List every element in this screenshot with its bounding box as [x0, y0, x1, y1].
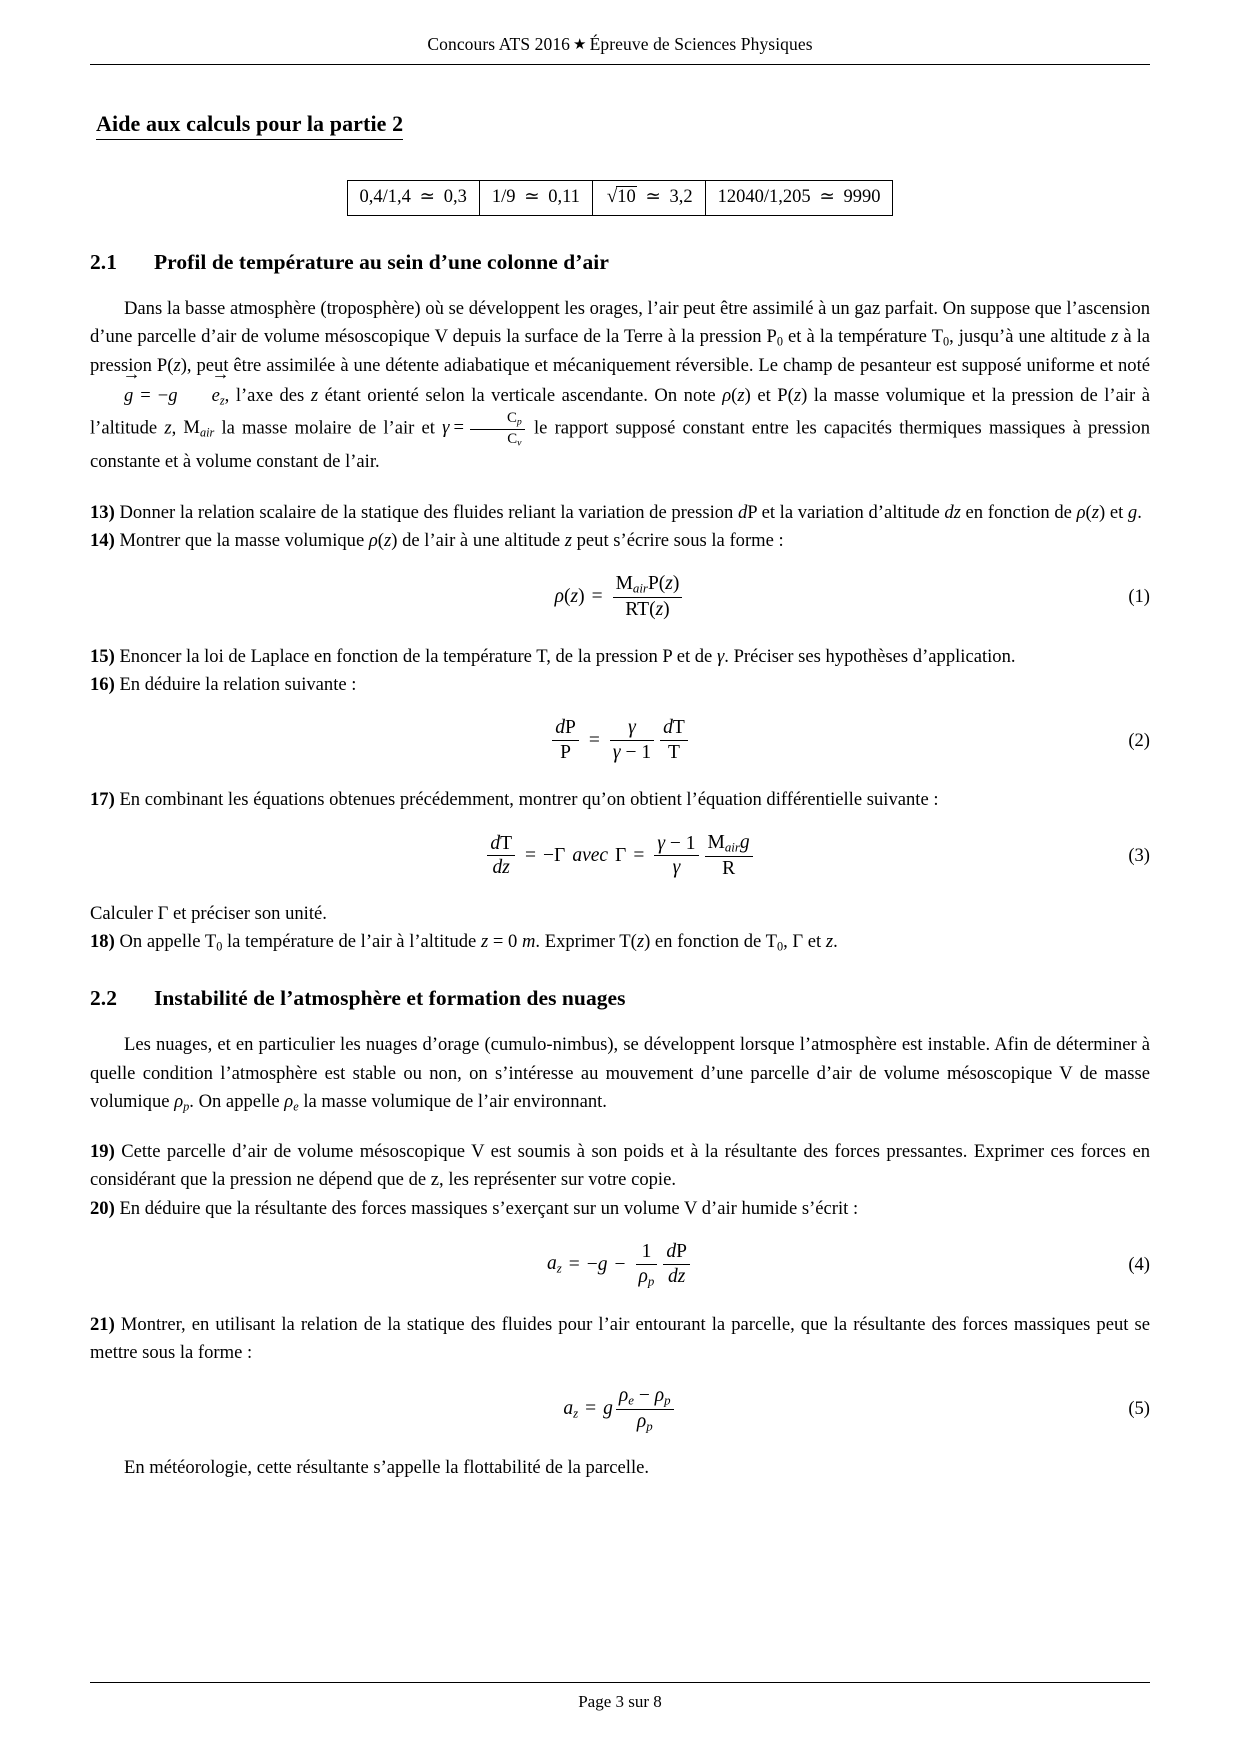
rho-e-subscript: e: [628, 1393, 635, 1408]
aide-cell-1-expr: 0,4/1,4: [359, 187, 411, 207]
header-rule: [90, 64, 1150, 65]
symbol-T: T: [637, 598, 650, 620]
equation-1-lhs: ρ(z): [554, 585, 585, 607]
var-z: z: [825, 931, 834, 953]
fraction-numerator: $M_{air}P(z)$: [615, 573, 680, 596]
var-z: z: [310, 384, 319, 406]
fraction-numerator: [654, 833, 698, 856]
symbol-C: C: [507, 430, 518, 447]
rho-e: [284, 1091, 298, 1112]
symbol-gamma: γ: [672, 857, 681, 879]
symbol-C: C: [506, 410, 517, 426]
var-g: g: [1127, 501, 1138, 523]
equals-sign: =: [591, 585, 603, 607]
fraction-numerator: [705, 832, 753, 856]
number-one: 1: [685, 832, 696, 854]
symbol-M: M: [183, 417, 200, 439]
fraction-numerator: [487, 833, 515, 856]
question-14-text-b: de l’air à une altitude: [397, 529, 565, 551]
symbol-R: R: [625, 598, 638, 620]
section-22-intro: [90, 1031, 1150, 1116]
var-z: z: [655, 598, 664, 620]
minus-sign: −: [614, 1253, 626, 1275]
rho-of-z: ρ(z): [1076, 501, 1106, 523]
question-21-number: 21): [90, 1313, 115, 1335]
equation-3: [90, 832, 1150, 880]
question-21: [90, 1311, 1150, 1368]
intro-text-h: la masse volumique et la pression de l’air à l’altitude: [90, 384, 1151, 439]
symbol-rho: ρ: [368, 529, 378, 551]
running-head-left: Concours ATS 2016: [427, 34, 571, 54]
equation-5-row: [90, 1385, 1150, 1434]
var-g: g: [603, 1398, 613, 1420]
symbol-gamma: γ: [628, 717, 636, 739]
fraction-numerator: [616, 1385, 674, 1409]
approx-sign: ≃: [524, 187, 540, 207]
intro-text-i: la masse molaire de l’air et: [214, 417, 443, 439]
symbol-P: P: [560, 742, 571, 764]
minus-sign: −: [638, 1385, 650, 1407]
star-icon: ★: [573, 37, 587, 53]
gamma-definition: [442, 410, 527, 449]
question-16: [90, 671, 1150, 699]
symbol-gamma: γ: [612, 742, 621, 764]
symbol-d: d: [492, 857, 503, 879]
question-13-text-e: .: [1137, 501, 1142, 523]
symbol-d: d: [663, 717, 673, 739]
ez-subscript: z: [219, 393, 225, 408]
equation-2-number: (2): [1128, 729, 1150, 751]
symbol-rho: ρ: [174, 1090, 184, 1112]
cp-subscript: p: [516, 416, 522, 428]
intro-text-g: étant orienté selon la verticale ascendante. On note: [318, 384, 723, 406]
question-15-text-b: . Préciser ses hypothèses d’application.: [724, 645, 1016, 667]
fraction-denominator: [470, 429, 525, 449]
question-17-number: 17): [90, 788, 115, 810]
question-20-text: En déduire que la résultante des forces massiques s’exerçant sur un volume V d’air humide s’écrit :: [114, 1197, 859, 1219]
aide-cell-3-radicand: 10: [617, 187, 636, 207]
fraction-denominator: [610, 740, 654, 764]
question-14: [90, 527, 1150, 555]
rho-p-subscript: p: [647, 1274, 655, 1289]
symbol-d: d: [555, 717, 566, 739]
fraction-numerator: [610, 717, 654, 740]
P-of-z: P(z): [777, 384, 808, 406]
rho-p-subscript: p: [664, 1393, 671, 1408]
equation-2: [90, 717, 1150, 764]
equation-4-number: (4): [1128, 1253, 1150, 1275]
equation-2-row: [90, 717, 1150, 764]
section-22-heading: [90, 986, 1150, 1011]
equals-sign: =: [588, 729, 600, 751]
var-g: g: [168, 384, 178, 406]
approx-sign: ≃: [645, 187, 661, 207]
fraction-denominator: [705, 856, 753, 880]
intro-text-c: , jusqu’à une altitude: [949, 326, 1112, 348]
table-row: [347, 181, 893, 216]
equation-1: [90, 573, 1150, 621]
var-z: z: [164, 417, 172, 439]
question-13-number: 13): [90, 501, 115, 523]
equation-4-lhs: [547, 1253, 562, 1276]
section-21-intro: Dans la basse atmosphère (troposphère) où se développent les orages, l’air peut être assimilé à un gaz parfait. On suppose que l’ascension d’une parcelle d’air de volume mésoscopique V depuis la surface de la Terre à la pression $P_0$ et à la température $T_0$, jusqu’à une altitude z à la pression P(z), peut être assimilée à une détente adiabatique et mécaniquement réversible. Le champ de pesanteur est supposé uniforme et noté → $g = -g \to e_z$, l’axe des z étant orienté selon la verticale ascendante. On note ρ(z) et P(z) la masse volumique et la pression de l’air à l’altitude z, $M_{air}$ la masse molaire de l’air et γ = $\frac{C_p}{C_v}$ le rapport supposé constant entre les capacités thermiques massiques à pression constante et à volume constant de l’air.: [90, 295, 1150, 477]
rho-of-z: ρ(z): [368, 529, 398, 551]
page-footer: [90, 1682, 1150, 1712]
symbol-Gamma: Γ: [554, 844, 566, 866]
fraction-dT-over-dz: [487, 833, 515, 880]
question-14-number: 14): [90, 529, 115, 551]
symbol-P: P: [565, 717, 576, 739]
minus-sign: −: [625, 742, 637, 764]
section-21-heading: [90, 250, 1150, 275]
running-head: [90, 34, 1150, 64]
equals-sign: =: [140, 384, 151, 406]
air-subscript: air: [199, 425, 215, 440]
symbol-rho: ρ: [636, 1410, 647, 1432]
cv-subscript: v: [517, 437, 522, 449]
symbol-rho: ρ: [1076, 501, 1086, 523]
fraction-Mair-P-over-RT: [613, 573, 683, 621]
question-18-text-a: On appelle T: [114, 931, 217, 953]
symbol-M: M: [707, 832, 725, 854]
var-z: z: [636, 931, 645, 953]
var-e: e: [211, 384, 220, 406]
equation-4: [90, 1241, 1150, 1289]
air-subscript: air: [724, 840, 740, 855]
symbol-d: d: [737, 501, 748, 523]
z-equals-zero-m: [481, 931, 535, 952]
fraction-numerator: [552, 717, 579, 740]
question-15: [90, 643, 1150, 671]
T0-subscript: 0: [776, 939, 784, 954]
question-21-text: Montrer, en utilisant la relation de la statique des fluides pour l’air entourant la parcelle, que la résultante des forces massiques peut se mettre sous la forme :: [90, 1313, 1150, 1363]
aide-heading: Aide aux calculs pour la partie 2: [96, 111, 403, 140]
fraction-cp-cv: [470, 410, 525, 448]
minus-sign: −: [669, 832, 681, 854]
symbol-gamma: γ: [716, 645, 725, 667]
section-22-intro-a: Les nuages, et en particulier les nuages d’orage (cumulo-nimbus), se développent lorsque l’atmosphère est instable. Afin de déterminer à quelle condition l’atmosphère est stable ou non, on s’intéresse au mouvement d’une parcelle d’air de volume mésoscopique V de masse volumique: [90, 1034, 1150, 1112]
question-13-text-d: et: [1105, 501, 1128, 523]
question-13-text-b: et la variation d’altitude: [756, 501, 945, 523]
section-21-number: 2.1: [90, 250, 118, 274]
calculer-text-a: Calculer: [90, 902, 158, 924]
symbol-T: T: [672, 717, 685, 739]
symbol-rho: ρ: [284, 1090, 294, 1112]
question-16-text-a: En déduire la relation suivante :: [114, 673, 357, 695]
symbol-Gamma: Γ: [615, 844, 627, 866]
var-z: z: [570, 585, 579, 607]
rho-of-z: ρ(z): [722, 384, 751, 406]
aide-cell-2-val: 0,11: [548, 187, 580, 207]
fraction-denominator: [654, 855, 698, 879]
fraction-denominator: [487, 855, 515, 879]
sqrt-icon: √10: [606, 186, 636, 207]
aide-table: [347, 180, 894, 216]
section-22-number: 2.2: [90, 986, 118, 1011]
equation-5-number: (5): [1128, 1398, 1150, 1420]
question-15-number: 15): [90, 645, 115, 667]
fraction-numerator: [663, 1241, 690, 1264]
equation-1-number: (1): [1128, 585, 1150, 607]
fraction-denominator: [660, 740, 688, 764]
intro-text-d: à la pression P(: [90, 326, 1150, 376]
aide-cell-1-val: 0,3: [443, 187, 467, 207]
aide-cell-4-expr: 12040/1,205: [717, 187, 811, 207]
var-z: z: [953, 501, 961, 523]
equals-sign: =: [568, 1253, 580, 1275]
number-zero: 0: [508, 931, 518, 953]
fraction-one-over-rho-p: [636, 1241, 658, 1289]
question-13-text-a: Donner la relation scalaire de la statique des fluides reliant la variation de pression: [114, 501, 738, 523]
section-22-intro-b: . On appelle: [189, 1090, 285, 1112]
fraction-numerator: [470, 410, 525, 429]
intro-text-f: , l’axe des: [224, 384, 311, 406]
question-18-text-g: .: [833, 931, 838, 953]
var-z: z: [1091, 501, 1099, 523]
question-20-number: 20): [90, 1197, 115, 1219]
az-subscript: z: [556, 1261, 562, 1276]
equals-sign: =: [525, 844, 537, 866]
rho-p-subscript: p: [646, 1419, 653, 1434]
calculer-gamma-line: [90, 900, 1150, 928]
equation-3-number: (3): [1128, 844, 1150, 866]
intro-text-a: Dans la basse atmosphère (troposphère) où se développent les orages, l’air peut être assimilé à un gaz parfait. On suppose que l’ascension d’une parcelle d’air de volume mésoscopique V depuis la surface de la Terre à la pression P: [90, 298, 1150, 348]
fraction-dP-over-dz: [663, 1241, 690, 1288]
closing-paragraph: En météorologie, cette résultante s’appelle la flottabilité de la parcelle.: [124, 1456, 650, 1478]
equals-sign: =: [633, 844, 645, 866]
approx-sign: ≃: [819, 187, 835, 207]
symbol-P: P: [647, 573, 659, 595]
aide-cell-4-val: 9990: [843, 187, 881, 207]
minus-sign: −: [157, 384, 169, 406]
var-z: z: [1111, 326, 1119, 348]
symbol-d: d: [490, 832, 501, 854]
page-number: Page 3 sur 8: [578, 1692, 662, 1711]
symbol-M: M: [615, 573, 633, 595]
symbol-a: a: [547, 1252, 557, 1274]
az-subscript: z: [573, 1406, 579, 1421]
dP-symbol: [738, 502, 757, 523]
section-22-title: Instabilité de l’atmosphère et formation des nuages: [154, 986, 626, 1011]
question-18-text-c: . Exprimer T(: [535, 931, 637, 953]
var-z: z: [665, 573, 673, 595]
var-z: z: [173, 354, 181, 376]
fraction-denominator: [636, 1264, 658, 1289]
question-18-text-d: ) en fonction de T: [644, 931, 777, 953]
symbol-Gamma: Γ: [157, 902, 169, 924]
symbol-P: P: [747, 501, 757, 523]
symbol-rho: ρ: [554, 585, 564, 607]
symbol-d: d: [666, 1241, 677, 1263]
question-18-text-b: la température de l’air à l’altitude: [222, 931, 481, 953]
rho-p: [174, 1091, 189, 1112]
unit-m: m: [521, 931, 536, 953]
equation-5-lhs: [563, 1398, 578, 1421]
symbol-T: T: [500, 832, 513, 854]
question-19: [90, 1138, 1150, 1195]
intro-text-e: ), peut être assimilée à une détente adiabatique et mécaniquement réversible. Le champ de pesanteur est supposé uniforme et noté: [180, 354, 1151, 376]
question-13-text-c: en fonction de: [960, 501, 1077, 523]
question-20: [90, 1195, 1150, 1223]
intro-text-j: le rapport supposé constant entre les capacités thermiques massiques à pression constante et à volume constant de l’air.: [90, 417, 1151, 473]
aide-cell-3-val: 3,2: [669, 187, 693, 207]
question-18-text-e: ,: [783, 931, 793, 953]
symbol-gamma: γ: [657, 832, 666, 854]
question-13: [90, 499, 1150, 527]
question-15-text-a: Enoncer la loi de Laplace en fonction de la température T, de la pression P et de: [114, 645, 717, 667]
fraction-denominator: [616, 1409, 674, 1434]
symbol-T: T: [667, 742, 680, 764]
minus-sign: −: [586, 1253, 598, 1275]
symbol-d: d: [667, 1266, 678, 1288]
symbol-a: a: [563, 1397, 574, 1419]
minus-sign: −: [543, 844, 555, 866]
rho-p-subscript: p: [183, 1099, 190, 1114]
equation-1-row: [90, 573, 1150, 621]
air-subscript: air: [632, 581, 648, 596]
question-16-number: 16): [90, 673, 115, 695]
running-head-right: Épreuve de Sciences Physiques: [589, 34, 813, 54]
fraction-denominator: [552, 740, 579, 764]
equals-sign: =: [585, 1398, 597, 1420]
section-22-intro-c: la masse volumique de l’air environnant.: [298, 1090, 607, 1112]
T0-subscript: 0: [942, 334, 950, 349]
symbol-P: P: [676, 1241, 687, 1263]
symbol-gamma: γ: [442, 417, 450, 439]
question-18: [90, 928, 1150, 956]
fraction-numerator: 1: [641, 1240, 652, 1262]
symbol-Gamma: Γ: [792, 931, 804, 953]
symbol-rho: ρ: [618, 1385, 629, 1407]
gravity-vector-expression: [90, 385, 225, 406]
aide-table-wrap: [90, 180, 1150, 216]
fraction-numerator: [660, 717, 688, 740]
rho-e-subscript: e: [293, 1099, 299, 1114]
dz-symbol: [944, 502, 961, 523]
number-one: 1: [641, 742, 652, 764]
symbol-d: d: [944, 501, 954, 523]
section-21-title: Profil de température au sein d’une colonne d’air: [154, 250, 609, 274]
question-19-number: 19): [90, 1141, 115, 1163]
aide-cell-2: [479, 181, 592, 216]
question-17-text-a: En combinant les équations obtenues précédemment, montrer qu’on obtient l’équation différentielle suivante :: [114, 788, 939, 810]
var-z: z: [564, 529, 572, 551]
equation-5: [90, 1385, 1150, 1434]
var-z: z: [793, 384, 802, 406]
aide-cell-1: [347, 181, 479, 216]
var-z: z: [677, 1266, 686, 1288]
aide-cell-2-expr: 1/9: [491, 187, 516, 207]
M-air: [183, 417, 214, 438]
var-g: g: [597, 1253, 608, 1275]
fraction-Mair-g-over-R: [705, 832, 753, 880]
equation-4-row: [90, 1241, 1150, 1289]
fraction-gamma-over-gamma-minus-1: [610, 717, 654, 764]
fraction-denominator: [663, 1264, 690, 1288]
unit-vector-ez: [178, 380, 225, 410]
equals-sign: =: [453, 417, 464, 439]
equation-3-row: [90, 832, 1150, 880]
fraction-dT-over-T: [660, 717, 688, 764]
fraction-rho-e-minus-rho-p-over-rho-p: [616, 1385, 674, 1434]
intro-text-b: et à la température T: [783, 326, 943, 348]
question-14-text-c: peut s’écrire sous la forme :: [571, 529, 784, 551]
symbol-P: P: [777, 384, 788, 406]
var-g: g: [739, 832, 750, 854]
equals-sign: =: [492, 931, 504, 953]
symbol-rho: ρ: [654, 1385, 665, 1407]
var-z: z: [737, 384, 745, 406]
P0-subscript: 0: [776, 334, 784, 349]
aide-cell-3: [592, 181, 705, 216]
symbol-rho: ρ: [638, 1265, 648, 1287]
aide-heading-wrap: [96, 111, 1150, 162]
symbol-R: R: [722, 858, 736, 880]
aide-cell-4: [705, 181, 893, 216]
fraction-gamma-minus-1-over-gamma: [654, 833, 698, 880]
question-19-text: Cette parcelle d’air de volume mésoscopique V est soumis à son poids et à la résultante des forces pressantes. Exprimer ces forces en considérant que la pression ne dépend que de z, les représenter sur votre copie.: [90, 1141, 1150, 1191]
fraction-dP-over-P: [552, 717, 579, 764]
question-14-text-a: Montrer que la masse volumique: [114, 529, 369, 551]
question-18-number: 18): [90, 931, 115, 953]
avec-word: avec: [572, 844, 609, 866]
approx-sign: ≃: [419, 187, 436, 207]
calculer-text-b: et préciser son unité.: [168, 902, 327, 924]
fraction-denominator: RT(z): [613, 597, 683, 621]
question-17: [90, 786, 1150, 814]
var-g: g: [124, 384, 134, 406]
symbol-rho: ρ: [722, 384, 732, 406]
var-z: z: [384, 529, 392, 551]
T0-subscript: 0: [216, 939, 223, 954]
var-z: z: [480, 931, 489, 953]
question-18-text-f: et: [803, 931, 826, 953]
var-z: z: [502, 857, 510, 879]
